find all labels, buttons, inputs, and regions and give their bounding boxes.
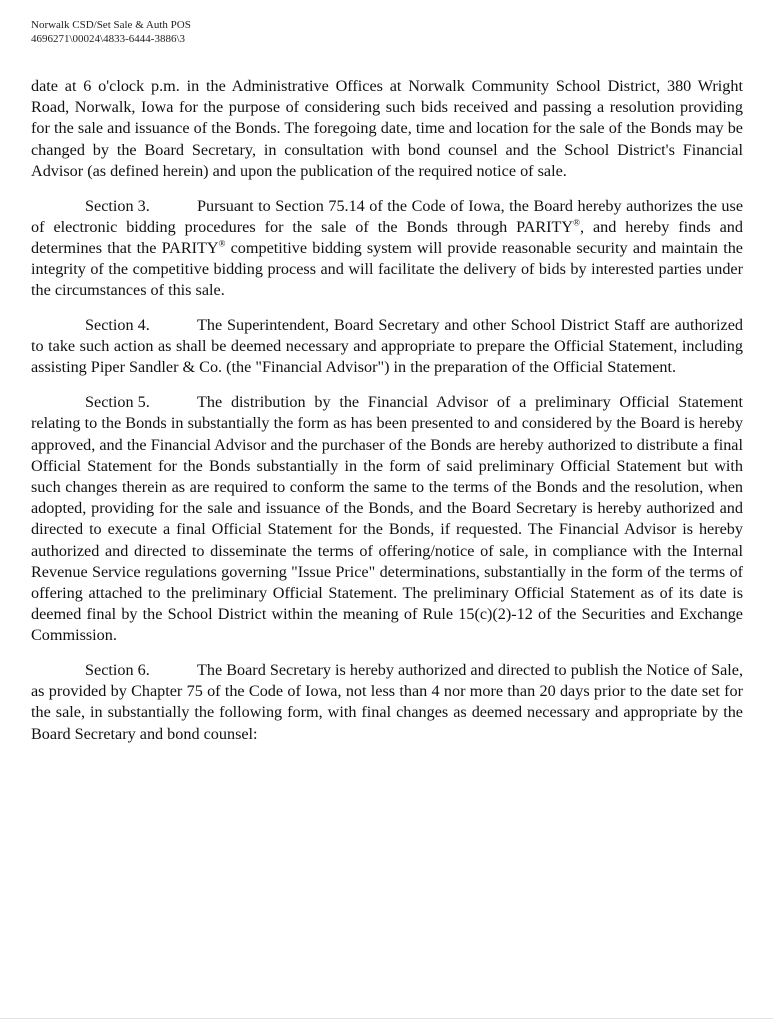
section-3-text-b: , and hereby finds and determines that the PARITY xyxy=(31,217,743,257)
section-5 xyxy=(31,392,743,646)
header-doc-id: 4696271\00024\4833-6444-3886\3 xyxy=(31,33,185,45)
section-3 xyxy=(31,196,743,302)
section-6 xyxy=(31,660,743,745)
section-3-text-a: Pursuant to Section 75.14 of the Code of Iowa, the Board hereby authorizes the use of electronic bidding procedures for the sale of the Bonds through PARITY xyxy=(31,196,743,236)
section-5-label: Section 5. xyxy=(85,393,150,412)
section-4-text: The Superintendent, Board Secretary and other School District Staff are authorized to take such action as shall be deemed necessary and appropriate to prepare the Official Statement, including assisting Piper Sandler & Co. (the "Financial Advisor") in the preparation of the Official Statement. xyxy=(31,316,743,377)
section-3-label: Section 3. xyxy=(85,196,150,215)
section-4-label: Section 4. xyxy=(85,316,150,335)
header-title: Norwalk CSD/Set Sale & Auth POS xyxy=(31,19,191,31)
section-5-text: The distribution by the Financial Advisor of a preliminary Official Statement relating to the Bonds in substantially the form as has been presented to and considered by the Board is hereby approved, and the Financial Advisor and the purchaser of the Bonds are hereby authorized to distribute a final Official Statement for the Bonds substantially in the form of said preliminary Official Statement but with such changes therein as are required to conform the same to the terms of the Bonds and the resolution, when adopted, providing for the sale and issuance of the Bonds, and the Board Secretary is hereby authorized and directed to execute a final Official Statement for the Bonds, if requested. The Financial Advisor is hereby authorized and directed to disseminate the terms of offering/notice of sale, in compliance with the Internal Revenue Service regulations governing "Issue Price" determinations, substantially in the form of the terms of offering attached to the preliminary Official Statement. The preliminary Official Statement as of its date is deemed final by the School District within the meaning of Rule 15(c)(2)-12 of the Securities and Exchange Commission. xyxy=(31,393,743,645)
section-6-text: The Board Secretary is hereby authorized and directed to publish the Notice of Sale, as provided by Chapter 75 of the Code of Iowa, not less than 4 nor more than 20 days prior to the date set for the sale, in substantially the following form, with final changes as deemed necessary and appropriate by the Board Secretary and bond counsel: xyxy=(31,661,743,743)
section-3-text-c: competitive bidding system will provide reasonable security and maintain the integrity of the competitive bidding process and will facilitate the delivery of bids by interested parties under the circumstances of this sale. xyxy=(31,238,743,300)
document-body xyxy=(31,76,743,758)
paragraph-continuation xyxy=(31,76,743,182)
paragraph-continuation-text: date at 6 o'clock p.m. in the Administrative Offices at Norwalk Community School District, 380 Wright Road, Norwalk, Iowa for the purpose of considering such bids received and passing a resolution providing for the sale and issuance of the Bonds. The foregoing date, time and location for the sale of the Bonds may be changed by the Board Secretary, in consultation with bond counsel and the School District's Financial Advisor (as defined herein) and upon the publication of the required notice of sale. xyxy=(31,77,743,180)
registered-mark: ® xyxy=(218,238,226,249)
section-6-label: Section 6. xyxy=(85,661,150,680)
registered-mark: ® xyxy=(573,217,580,228)
section-4 xyxy=(31,315,743,379)
page-bottom-edge xyxy=(0,1018,773,1019)
document-header xyxy=(31,18,191,46)
